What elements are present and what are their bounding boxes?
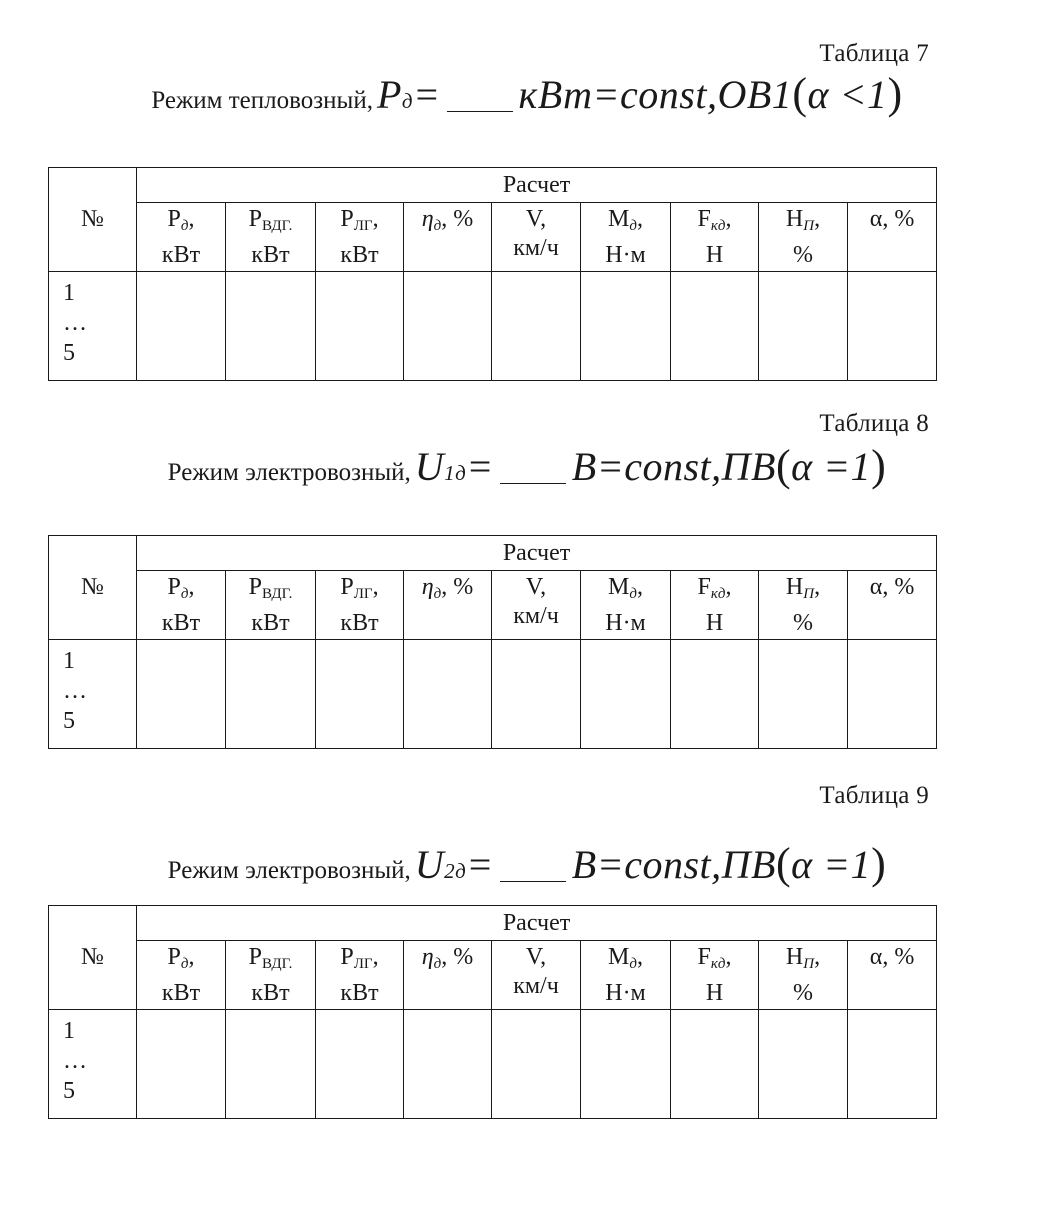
column-header (226, 571, 316, 640)
column-header-line1: PЛГ, (340, 574, 379, 602)
row-number: 1 (63, 1018, 75, 1044)
empty-cell (404, 640, 492, 749)
column-header (137, 203, 226, 272)
caption-text: Режим тепловозный, (151, 87, 373, 114)
column-header-line1: ηд, % (421, 944, 474, 972)
column-unit: кВт (340, 610, 379, 636)
column-header (316, 941, 404, 1010)
column-unit: H·м (605, 610, 646, 636)
column-header-line1: α, % (869, 574, 915, 600)
column-header-line1: PЛГ, (340, 944, 379, 972)
row-number: 1 (63, 648, 75, 674)
row-number-cell (49, 640, 137, 749)
column-header (759, 941, 848, 1010)
caption-formula: U1д= B=const,ПB(α =1) (414, 441, 887, 490)
table-9-label: Таблица 9 (819, 782, 929, 809)
empty-cell (137, 1010, 226, 1119)
column-header-line1: ηд, % (421, 574, 474, 602)
group-header: Расчет (137, 168, 937, 203)
empty-cell (848, 640, 937, 749)
empty-cell (671, 640, 759, 749)
table-9-caption (0, 838, 1054, 889)
empty-cell (316, 272, 404, 381)
table-7-caption (0, 68, 1054, 119)
row-number: 5 (63, 708, 75, 734)
column-header (492, 941, 581, 1010)
column-header (316, 571, 404, 640)
column-header (671, 203, 759, 272)
empty-cell (759, 272, 848, 381)
column-header (759, 203, 848, 272)
column-header (137, 941, 226, 1010)
caption-formula: U2д= B=const,ПB(α =1) (414, 839, 887, 888)
column-unit: км/ч (513, 973, 559, 999)
column-unit: км/ч (513, 235, 559, 261)
column-unit: кВт (251, 242, 290, 268)
column-header (581, 203, 671, 272)
blank-underline (447, 111, 513, 112)
empty-cell (316, 640, 404, 749)
column-header (137, 571, 226, 640)
column-header-line1: V, (525, 206, 547, 232)
empty-cell (581, 1010, 671, 1119)
empty-cell (848, 272, 937, 381)
column-header (226, 203, 316, 272)
column-header (492, 571, 581, 640)
column-unit: H (705, 242, 724, 268)
column-header-line1: PВДГ. (248, 944, 293, 972)
empty-cell (848, 1010, 937, 1119)
column-unit: кВт (161, 242, 201, 268)
column-header (848, 571, 937, 640)
table-7-label: Таблица 7 (819, 40, 929, 67)
empty-cell (492, 1010, 581, 1119)
empty-cell (671, 272, 759, 381)
empty-cell (137, 272, 226, 381)
column-header (671, 571, 759, 640)
column-header-line1: PВДГ. (248, 206, 293, 234)
empty-cell (581, 640, 671, 749)
column-header-line1: α, % (869, 944, 915, 970)
column-header (404, 941, 492, 1010)
column-unit: H·м (605, 980, 646, 1006)
caption-text: Режим электровозный, (167, 857, 411, 884)
empty-cell (404, 1010, 492, 1119)
column-header-line1: Fкд, (697, 944, 732, 972)
column-header-line1: ηд, % (421, 206, 474, 234)
group-header: Расчет (137, 536, 937, 571)
column-header (404, 571, 492, 640)
column-header (316, 203, 404, 272)
column-header (671, 941, 759, 1010)
row-number-cell (49, 272, 137, 381)
column-header-line1: Mд, (608, 944, 643, 972)
empty-cell (226, 640, 316, 749)
column-header-line1: Mд, (608, 574, 643, 602)
column-unit: H (705, 980, 724, 1006)
blank-underline (500, 483, 566, 484)
table-8-caption (0, 440, 1054, 491)
empty-cell (759, 1010, 848, 1119)
group-header: Расчет (137, 906, 937, 941)
column-header (492, 203, 581, 272)
column-unit: H (705, 610, 724, 636)
column-unit: кВт (251, 610, 290, 636)
row-number: 1 (63, 280, 75, 306)
column-header-line1: PЛГ, (340, 206, 379, 234)
column-header-line1: Pд, (167, 574, 195, 602)
empty-cell (492, 640, 581, 749)
number-header: № (49, 536, 137, 640)
row-number: 5 (63, 1078, 75, 1104)
table-8-label: Таблица 8 (819, 410, 929, 437)
column-header-line1: PВДГ. (248, 574, 293, 602)
empty-cell (226, 1010, 316, 1119)
column-header-line1: Pд, (167, 206, 195, 234)
caption-formula: Pд= кВт=const,ОВ1(α <1) (376, 69, 903, 118)
column-header (404, 203, 492, 272)
empty-cell (492, 272, 581, 381)
row-number: … (63, 1048, 87, 1074)
column-header (759, 571, 848, 640)
blank-underline (500, 881, 566, 882)
table-8 (48, 535, 937, 749)
column-header-line1: V, (525, 944, 547, 970)
column-unit: кВт (340, 242, 379, 268)
column-header-line1: Fкд, (697, 574, 732, 602)
column-header-line1: HП, (785, 206, 821, 234)
column-header (226, 941, 316, 1010)
empty-cell (404, 272, 492, 381)
column-header (848, 941, 937, 1010)
empty-cell (316, 1010, 404, 1119)
column-header-line1: Mд, (608, 206, 643, 234)
table-7 (48, 167, 937, 381)
row-number-cell (49, 1010, 137, 1119)
column-header-line1: HП, (785, 574, 821, 602)
column-unit: кВт (161, 980, 201, 1006)
column-unit: % (793, 610, 813, 636)
row-number: … (63, 310, 87, 336)
column-header-line1: V, (525, 574, 547, 600)
empty-cell (137, 640, 226, 749)
column-header-line1: α, % (869, 206, 915, 232)
empty-cell (226, 272, 316, 381)
column-header-line1: Fкд, (697, 206, 732, 234)
column-unit: H·м (605, 242, 646, 268)
column-header (848, 203, 937, 272)
empty-cell (581, 272, 671, 381)
column-unit: км/ч (513, 603, 559, 629)
table-9 (48, 905, 937, 1119)
empty-cell (671, 1010, 759, 1119)
column-unit: % (793, 242, 813, 268)
column-unit: кВт (340, 980, 379, 1006)
column-header (581, 941, 671, 1010)
number-header: № (49, 168, 137, 272)
column-header-line1: HП, (785, 944, 821, 972)
column-unit: кВт (161, 610, 201, 636)
column-header (581, 571, 671, 640)
number-header: № (49, 906, 137, 1010)
column-unit: % (793, 980, 813, 1006)
empty-cell (759, 640, 848, 749)
caption-text: Режим электровозный, (167, 459, 411, 486)
column-unit: кВт (251, 980, 290, 1006)
row-number: … (63, 678, 87, 704)
row-number: 5 (63, 340, 75, 366)
column-header-line1: Pд, (167, 944, 195, 972)
